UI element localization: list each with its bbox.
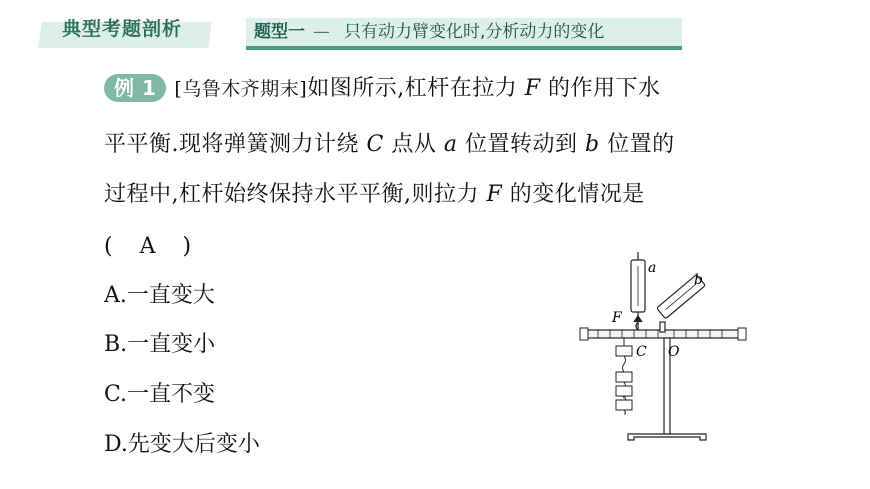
example-badge: 例 1 xyxy=(104,74,166,102)
section-title: 典型考题剖析 xyxy=(40,10,182,48)
option-d[interactable]: D.先变大后变小 xyxy=(104,432,260,457)
answer: ( A ) xyxy=(104,234,202,259)
type-dash: — xyxy=(313,22,330,42)
lever-diagram xyxy=(578,250,748,450)
option-a[interactable]: A.一直变大 xyxy=(104,283,215,308)
question-text: 平平衡.现将弹簧测力计绕 xyxy=(104,132,359,157)
label-b: b xyxy=(694,272,703,288)
option-b[interactable]: B.一直变小 xyxy=(104,332,216,357)
question-line-2 xyxy=(104,130,675,160)
variable-a: a xyxy=(443,132,458,157)
stand xyxy=(628,322,706,440)
label-a: a xyxy=(648,260,657,276)
question-text: 的变化情况是 xyxy=(509,182,645,207)
label-F: F xyxy=(612,310,622,326)
question-line-1 xyxy=(104,74,661,104)
variable-b: b xyxy=(585,132,600,157)
force-arrow xyxy=(634,316,642,330)
question-text: 点从 xyxy=(391,132,437,157)
label-C: C xyxy=(636,344,647,360)
spring-scale-a xyxy=(631,252,645,322)
question-text: 位置的 xyxy=(607,132,675,157)
question-source: [乌鲁木齐期末] xyxy=(174,78,308,100)
variable-C: C xyxy=(366,132,384,157)
type-description: 只有动力臂变化时,分析动力的变化 xyxy=(344,22,605,42)
option-c[interactable]: C.一直不变 xyxy=(104,382,216,407)
question-type-bar xyxy=(246,18,682,50)
question-text: 过程中,杠杆始终保持水平平衡,则拉力 xyxy=(104,182,479,207)
type-tag: 题型一 xyxy=(254,22,305,42)
variable-F: F xyxy=(486,182,503,207)
question-line-3 xyxy=(104,180,645,210)
label-O: O xyxy=(668,344,680,360)
weights xyxy=(616,338,632,414)
question-text: 如图所示,杠杆在拉力 xyxy=(307,76,518,101)
variable-F: F xyxy=(524,76,541,101)
question-text: 的作用下水 xyxy=(547,76,661,101)
question-text: 位置转动到 xyxy=(464,132,578,157)
